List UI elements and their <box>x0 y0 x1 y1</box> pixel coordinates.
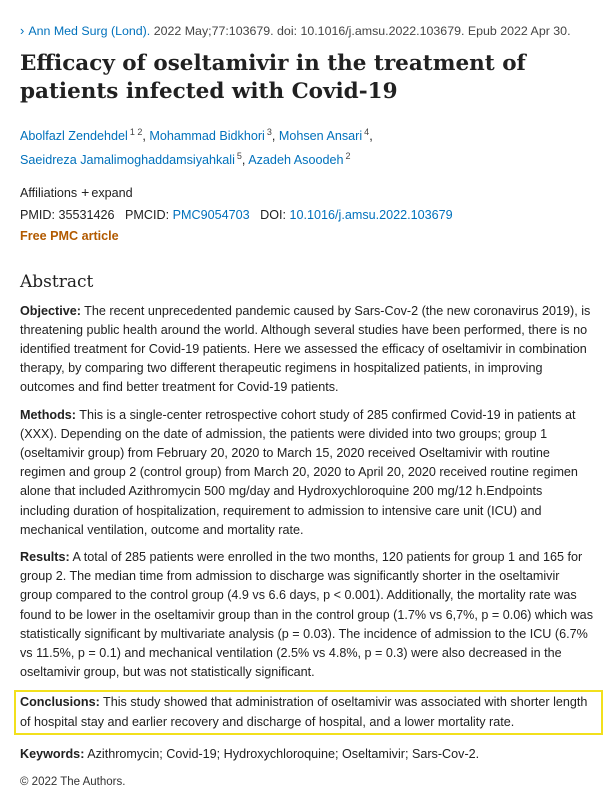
keywords-text: Azithromycin; Covid-19; Hydroxychloroquine; Oseltamivir; Sars-Cov-2. <box>87 746 480 761</box>
methods-label: Methods: <box>20 407 76 422</box>
pmcid-label: PMCID: <box>125 207 170 222</box>
objective-text: The recent unprecedented pandemic caused by Sars-Cov-2 (the new coronavirus 2019), is threatening public health around the world. Although several studies have been performed, there is no identified treatment for Covid-19 patients. Here we assessed the efficacy of oseltamivir in combination therapy, by comparing two different therapeutic regimens in hospitalized patients, in improving outcomes and find better treatment for Covid-19 patients. <box>20 303 591 395</box>
author-affiliation-ref[interactable]: 3 <box>266 127 272 137</box>
article-meta <box>20 182 595 248</box>
expand-label: expand <box>91 186 133 200</box>
conclusions-text: This study showed that administration of oseltamivir was associated with shorter length of hospital stay and earlier recovery and discharge of hospital, and a lower mortality rate. <box>20 695 588 729</box>
citation-details: 2022 May;77:103679. doi: 10.1016/j.amsu.2022.103679. Epub 2022 Apr 30. <box>153 24 571 38</box>
free-pmc-article-link[interactable]: Free PMC article <box>20 229 119 243</box>
affiliations-toggle[interactable] <box>20 182 595 205</box>
author-link[interactable]: Azadeh Asoodeh <box>248 153 344 167</box>
journal-link[interactable]: Ann Med Surg (Lond). <box>28 24 151 38</box>
doi-label: DOI: <box>260 207 287 222</box>
plus-icon: + <box>81 184 90 200</box>
article-page <box>0 22 615 788</box>
author-affiliation-ref[interactable]: 4 <box>364 127 370 137</box>
pmid-label: PMID: <box>20 207 55 222</box>
keywords <box>20 745 595 764</box>
conclusions-label: Conclusions: <box>20 695 100 710</box>
author-link[interactable]: Abolfazl Zendehdel <box>20 129 128 143</box>
citation-line <box>20 22 595 40</box>
abstract-heading: Abstract <box>20 271 94 292</box>
abstract-objective <box>20 302 595 398</box>
author-affiliation-ref[interactable]: 5 <box>236 151 242 161</box>
pmcid-link[interactable]: PMC9054703 <box>172 207 250 222</box>
objective-label: Objective: <box>20 303 81 318</box>
author-list: Abolfazl Zendehdel $^{1 2}$, Mohammad Bidkhori $^3$, Mohsen Ansari $^4$, Saeidreza Jamalimoghaddamsiyahkali $^5$, Azadeh Asoodeh $^2$ <box>20 127 373 167</box>
identifiers-row <box>20 205 595 227</box>
author-affiliation-ref[interactable]: 1 2 <box>129 127 143 137</box>
pmid-value: 35531426 <box>58 207 115 222</box>
abstract-results <box>20 548 595 682</box>
author-link[interactable]: Saeidreza Jamalimoghaddamsiyahkali <box>20 153 235 167</box>
keywords-label: Keywords: <box>20 746 85 761</box>
methods-text: This is a single-center retrospective cohort study of 285 confirmed Covid-19 in patients at (XXX). Depending on the date of admission, the patients were divided into two groups; group 1 (oseltamivir group) from February 20, 2020 to March 15, 2020 received Oseltamivir with routine regimen and group 2 (control group) from March 20, 2020 to April 20, 2020 received routine regimen alone that included Azithromycin 500 mg/day and Hydroxychloroquine 200 mg/12 h.Endpoints including duration of hospitalization, requirement to admission to intensive care unit (ICU) and mechanical ventilation, outcome and mortality rate. <box>20 407 578 537</box>
chevron-right-icon: › <box>20 23 25 38</box>
author-affiliation-ref[interactable]: 2 <box>345 151 351 161</box>
copyright: © 2022 The Authors. <box>20 775 126 788</box>
abstract-methods <box>20 406 595 540</box>
doi-link[interactable]: 10.1016/j.amsu.2022.103679 <box>289 207 453 222</box>
author-link[interactable]: Mohsen Ansari <box>278 129 363 143</box>
results-text: A total of 285 patients were enrolled in the two months, 120 patients for group 1 and 165 for group 2. The median time from admission to discharge was significantly shorter in the oseltamivir group compared to the control group (4.9 vs 6.6 days, p < 0.001). Additionally, the mortality rate was found to be lower in the oseltamivir group than in the control group (1.7% vs 6,7%, p = 0.06) which was statistically significant by multivariate analysis (p = 0.03). The incidence of admission to the ICU (6.7% vs 11.5%, p = 0.1) and mechanical ventilation (2.5% vs 4.8%, p = 0.3) were also decreased in the oseltamivir group, but was not statistically significant. <box>20 549 593 680</box>
article-title: Efficacy of oseltamivir in the treatment of patients infected with Covid-19 <box>20 51 526 104</box>
affiliations-label: Affiliations <box>20 186 78 200</box>
author-link[interactable]: Mohammad Bidkhori <box>149 129 265 143</box>
results-label: Results: <box>20 549 70 564</box>
abstract-conclusions <box>14 690 603 734</box>
